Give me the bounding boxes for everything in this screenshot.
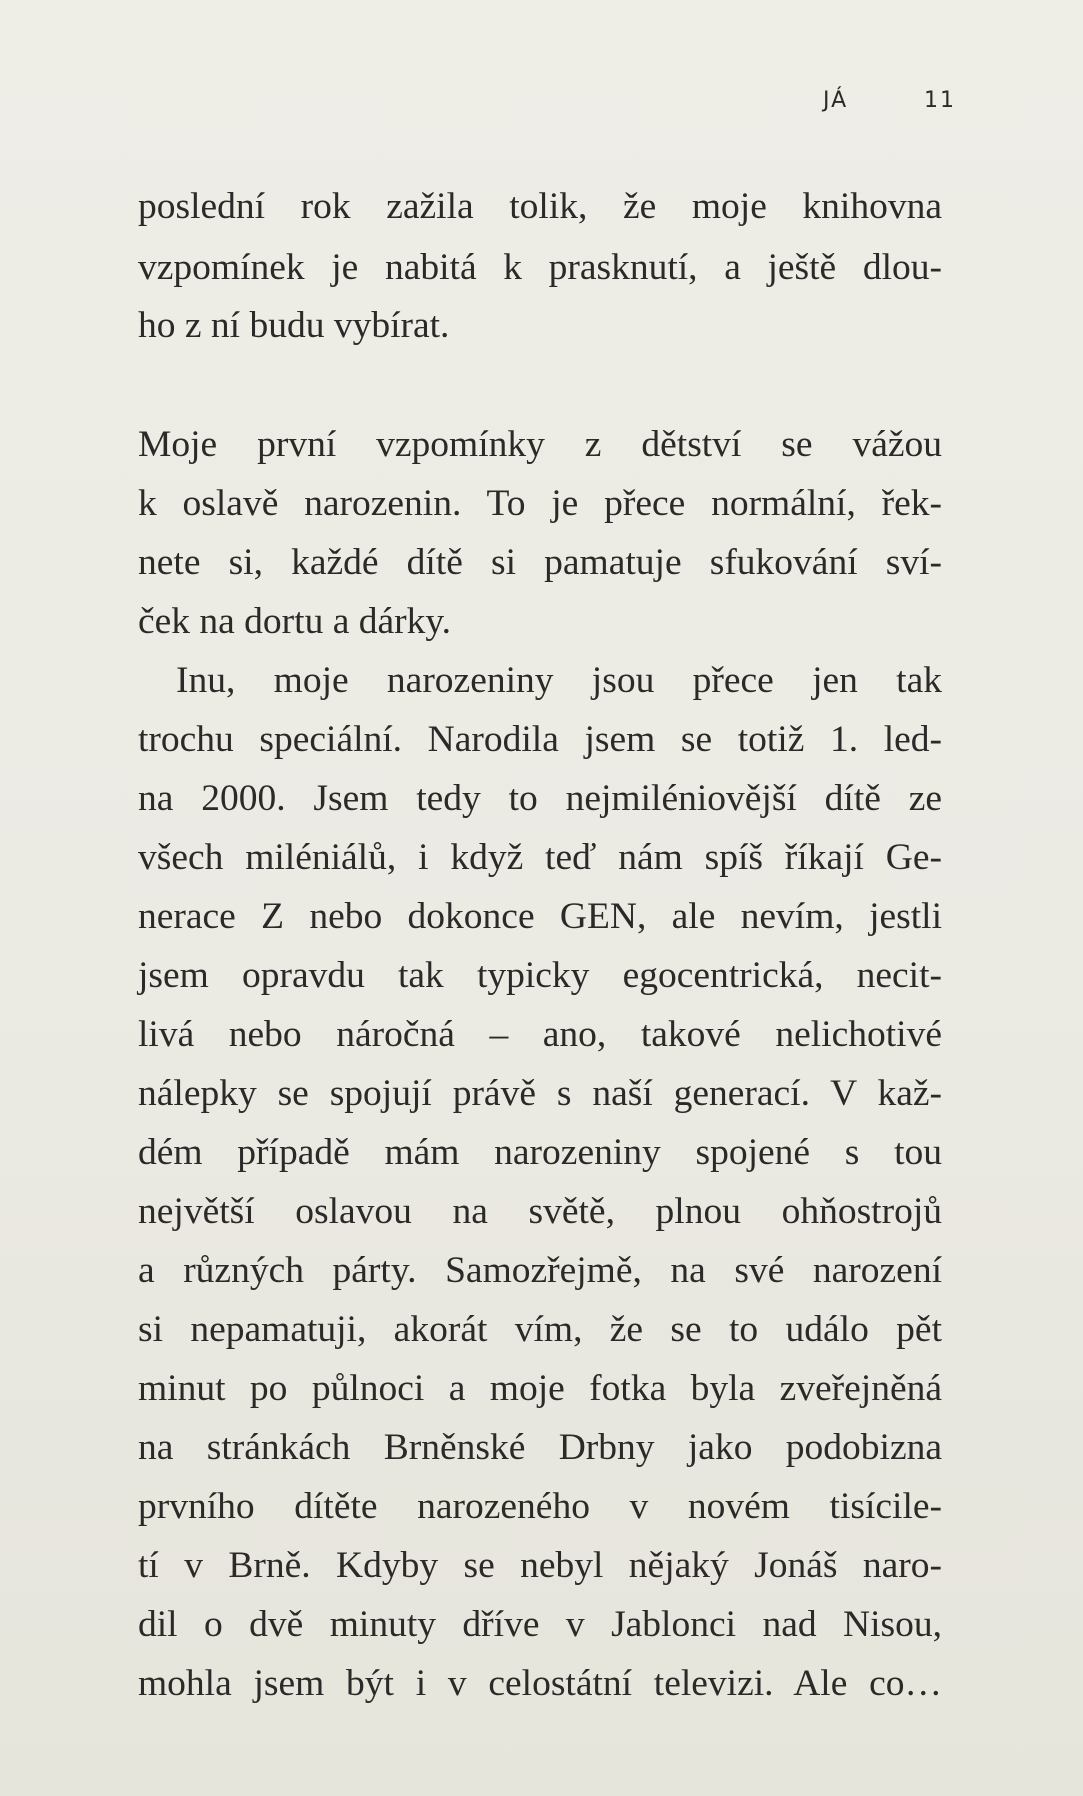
text-line: mohla jsem být i v celostátní televizi. Ale co… xyxy=(138,1663,942,1704)
text-line: nete si, každé dítě si pamatuje sfukování sví- xyxy=(138,542,942,583)
text-line: tí v Brně. Kdyby se nebyl nějaký Jonáš naro- xyxy=(138,1545,942,1586)
text-line: Inu, moje narozeniny jsou přece jen tak xyxy=(176,660,942,701)
text-line: trochu speciální. Narodila jsem se totiž 1. led- xyxy=(138,719,942,760)
text-line: nerace Z nebo dokonce GEN, ale nevím, jestli xyxy=(138,896,942,937)
text-line: si nepamatuji, akorát vím, že se to událo pět xyxy=(138,1309,942,1350)
page-number: 11 xyxy=(924,88,956,113)
text-line: nálepky se spojují právě s naší generací. V kaž- xyxy=(138,1073,942,1114)
text-line: livá nebo náročná – ano, takové nelichotivé xyxy=(138,1014,942,1055)
text-line: vzpomínek je nabitá k prasknutí, a ještě dlou- xyxy=(138,247,942,288)
text-line: jsem opravdu tak typicky egocentrická, necit- xyxy=(138,955,942,996)
text-line: a různých párty. Samozřejmě, na své narození xyxy=(138,1250,942,1291)
text-line: dil o dvě minuty dříve v Jablonci nad Nisou, xyxy=(138,1604,942,1645)
text-line: ček na dortu a dárky. xyxy=(138,601,452,642)
running-head xyxy=(0,80,1083,120)
running-head-title: JÁ xyxy=(823,88,849,113)
text-line: minut po půlnoci a moje fotka byla zveřejněná xyxy=(138,1368,942,1409)
text-line: na stránkách Brněnské Drbny jako podobizna xyxy=(138,1427,942,1468)
text-line: prvního dítěte narozeného v novém tisícile- xyxy=(138,1486,942,1527)
text-line: k oslavě narozenin. To je přece normální, řek- xyxy=(138,483,942,524)
text-line: dém případě mám narozeniny spojené s tou xyxy=(138,1132,942,1173)
text-line: ho z ní budu vybírat. xyxy=(138,305,450,346)
text-line: všech miléniálů, i když teď nám spíš říkají Ge- xyxy=(138,837,942,878)
text-line: největší oslavou na světě, plnou ohňostrojů xyxy=(138,1191,942,1232)
text-line: na 2000. Jsem tedy to nejmiléniovější dítě ze xyxy=(138,778,942,819)
text-line: poslední rok zažila tolik, že moje knihovna xyxy=(138,186,942,227)
text-line: Moje první vzpomínky z dětství se vážou xyxy=(138,424,942,465)
